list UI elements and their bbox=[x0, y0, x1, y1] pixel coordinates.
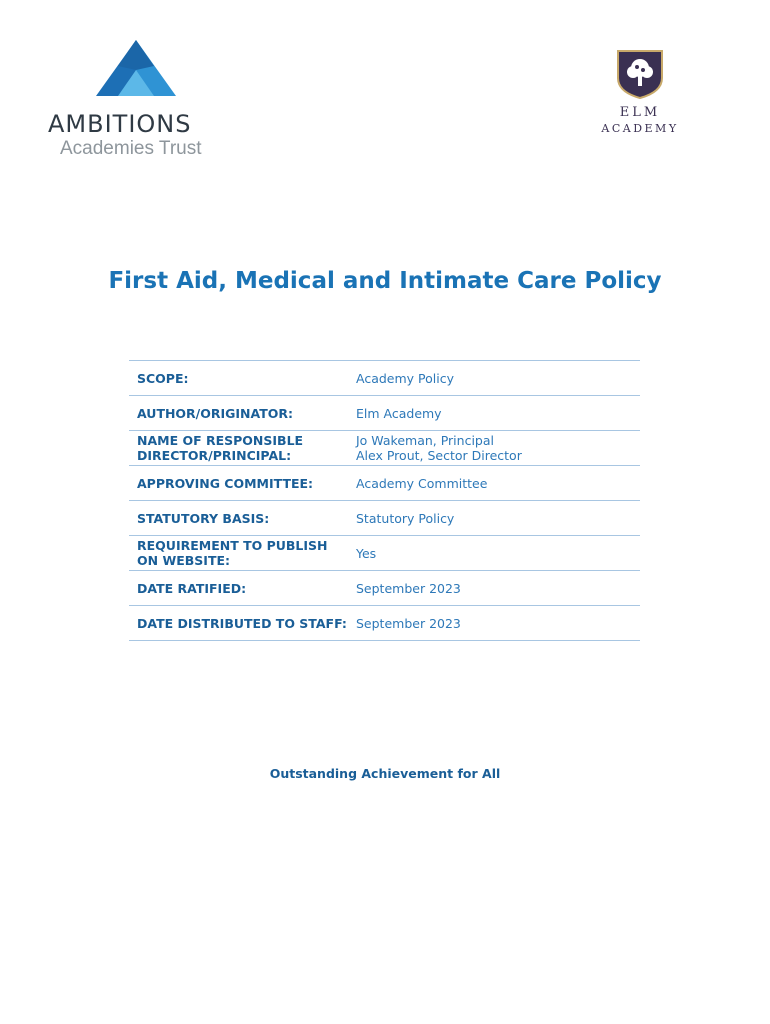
detail-value: Statutory Policy bbox=[356, 510, 455, 526]
ambitions-logo bbox=[48, 40, 228, 160]
shield-icon bbox=[614, 48, 666, 100]
detail-value: Jo Wakeman, Principal Alex Prout, Sector Director bbox=[356, 433, 522, 463]
table-row bbox=[129, 571, 640, 606]
detail-label: NAME OF RESPONSIBLE DIRECTOR/PRINCIPAL: bbox=[137, 433, 304, 463]
detail-value: September 2023 bbox=[356, 615, 461, 631]
policy-details-table bbox=[129, 360, 640, 641]
motto: Outstanding Achievement for All bbox=[269, 766, 501, 781]
detail-label: DATE DISTRIBUTED TO STAFF: bbox=[137, 615, 347, 631]
detail-value: Yes bbox=[356, 545, 377, 561]
elm-academy-logo bbox=[590, 48, 690, 148]
detail-label: APPROVING COMMITTEE: bbox=[137, 475, 314, 491]
table-row bbox=[129, 431, 640, 466]
detail-value: Elm Academy bbox=[356, 405, 442, 421]
detail-label: SCOPE: bbox=[137, 370, 189, 386]
detail-value: September 2023 bbox=[356, 580, 461, 596]
detail-value: Academy Committee bbox=[356, 475, 488, 491]
triangle-logo-icon bbox=[96, 40, 176, 96]
table-row bbox=[129, 396, 640, 431]
detail-label: DATE RATIFIED: bbox=[137, 580, 247, 596]
detail-label: REQUIREMENT TO PUBLISH ON WEBSITE: bbox=[137, 538, 328, 568]
table-row bbox=[129, 536, 640, 571]
document-title: First Aid, Medical and Intimate Care Policy bbox=[108, 268, 662, 294]
detail-value: Academy Policy bbox=[356, 370, 454, 386]
table-row bbox=[129, 466, 640, 501]
table-row bbox=[129, 606, 640, 641]
elm-subtitle: ACADEMY bbox=[601, 122, 679, 135]
detail-label: STATUTORY BASIS: bbox=[137, 510, 270, 526]
ambitions-name: AMBITIONS bbox=[48, 110, 192, 138]
table-row bbox=[129, 501, 640, 536]
ambitions-subtitle: Academies Trust bbox=[60, 138, 202, 159]
elm-name: ELM bbox=[619, 105, 661, 120]
table-row bbox=[129, 361, 640, 396]
detail-label: AUTHOR/ORIGINATOR: bbox=[137, 405, 293, 421]
